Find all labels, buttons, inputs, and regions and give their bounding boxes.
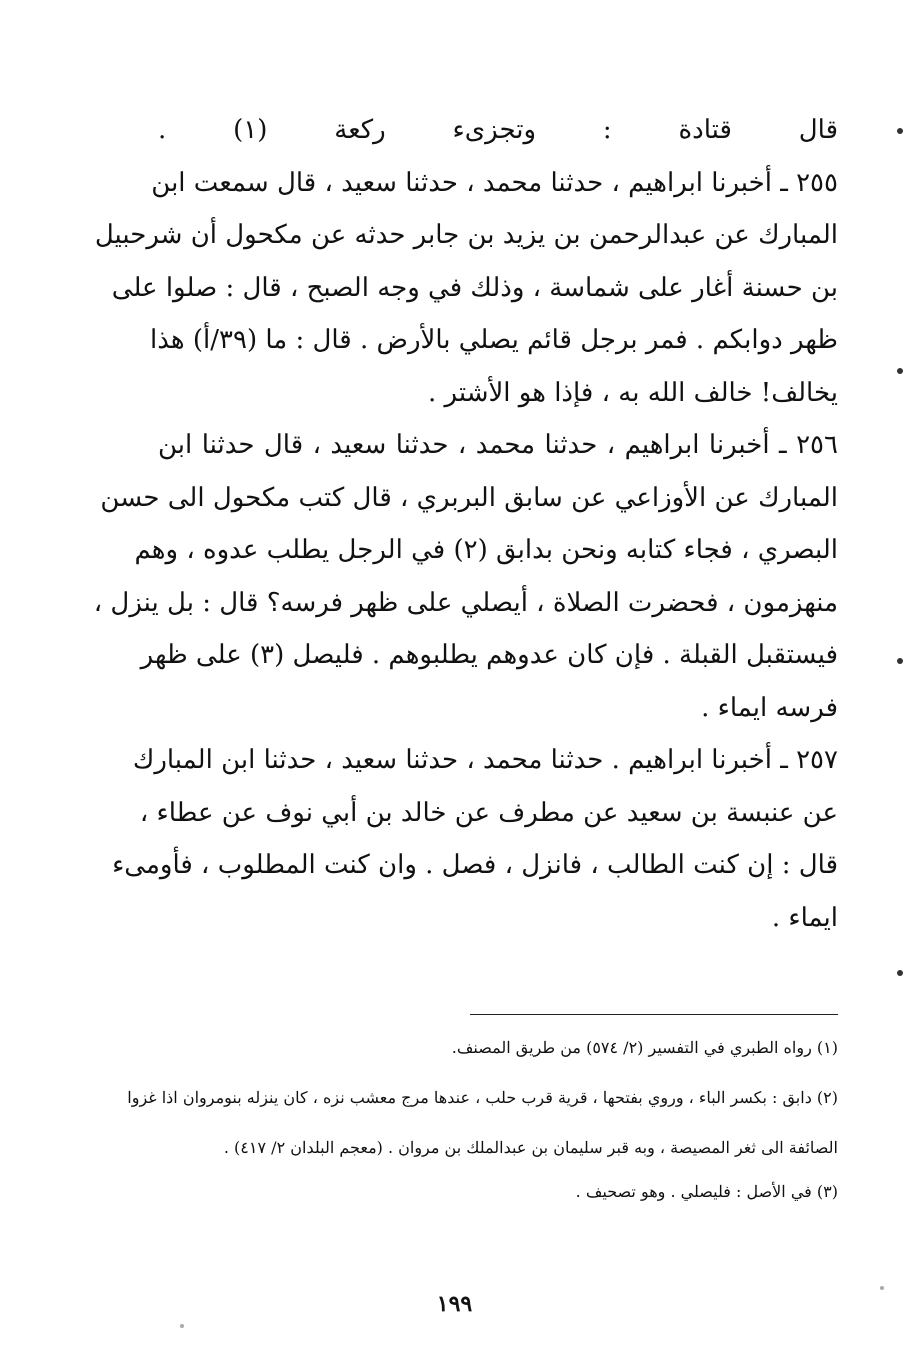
text-line: المبارك عن عبدالرحمن بن يزيد بن جابر حدثه عن مكحول أن شرحبيل — [94, 220, 838, 250]
margin-dot — [897, 970, 903, 976]
text-line: فرسه ايماء . — [701, 692, 838, 723]
main-text-body — [93, 104, 838, 944]
margin-dot — [897, 368, 903, 374]
margin-mark — [880, 1286, 884, 1290]
text-line: قال قتادة : وتجزىء ركعة (١) . — [158, 115, 838, 145]
footnotes — [127, 1030, 838, 1204]
margin-dot — [897, 658, 903, 664]
text-line: قال : إن كنت الطالب ، فانزل ، فصل . وان كنت المطلوب ، فأومىء — [112, 850, 838, 880]
hadith-255-line: ٢٥٥ ـ أخبرنا ابراهيم ، حدثنا محمد ، حدثنا سعيد ، قال سمعت ابن — [151, 167, 838, 198]
text-line: فيستقبل القبلة . فإن كان عدوهم يطلبوهم . فليصل (٣) على ظهر — [140, 640, 838, 670]
text-line: بن حسنة أغار على شماسة ، وذلك في وجه الصبح ، قال : صلوا على — [111, 272, 838, 303]
footnote-3: (٣) في الأصل : فليصلي . وهو تصحيف . — [575, 1182, 838, 1201]
footnote-2-line-2: الصائفة الى ثغر المصيصة ، وبه قبر سليمان بن عبدالملك بن مروان . (معجم البلدان ٢/ ٤١٧) . — [223, 1138, 838, 1157]
text-line: عن عنبسة بن سعيد عن مطرف عن خالد بن أبي نوف عن عطاء ، — [139, 797, 838, 828]
footnote-divider — [470, 1014, 838, 1015]
footnote-1: (١) رواه الطبري في التفسير (٢/ ٥٧٤) من طريق المصنف. — [451, 1038, 838, 1057]
page-number: ١٩٩ — [436, 1291, 473, 1317]
hadith-256-line: ٢٥٦ ـ أخبرنا ابراهيم ، حدثنا محمد ، حدثنا سعيد ، قال حدثنا ابن — [158, 430, 838, 460]
margin-mark — [180, 1324, 184, 1328]
text-line: يخالف! خالف الله به ، فإذا هو الأشتر . — [427, 377, 838, 408]
hadith-257-line: ٢٥٧ ـ أخبرنا ابراهيم . حدثنا محمد ، حدثنا سعيد ، حدثنا ابن المبارك — [132, 745, 838, 775]
text-line: ظهر دوابكم . فمر برجل قائم يصلي بالأرض . قال : ما (٣٩/أ) هذا — [150, 325, 838, 355]
text-line: البصري ، فجاء كتابه ونحن بدابق (٢) في الرجل يطلب عدوه ، وهم — [134, 535, 838, 565]
footnote-2-line-1: (٢) دابق : بكسر الباء ، وروي بفتحها ، قرية قرب حلب ، عندها مرج معشب نزه ، كان ينزله بنومروان اذا غزوا — [127, 1088, 838, 1107]
text-line: منهزمون ، فحضرت الصلاة ، أيصلي على ظهر فرسه؟ قال : بل ينزل ، — [93, 587, 838, 618]
text-line: ايماء . — [771, 902, 838, 933]
text-line: المبارك عن الأوزاعي عن سابق البربري ، قال كتب مكحول الى حسن — [100, 482, 838, 513]
margin-dot — [897, 128, 903, 134]
